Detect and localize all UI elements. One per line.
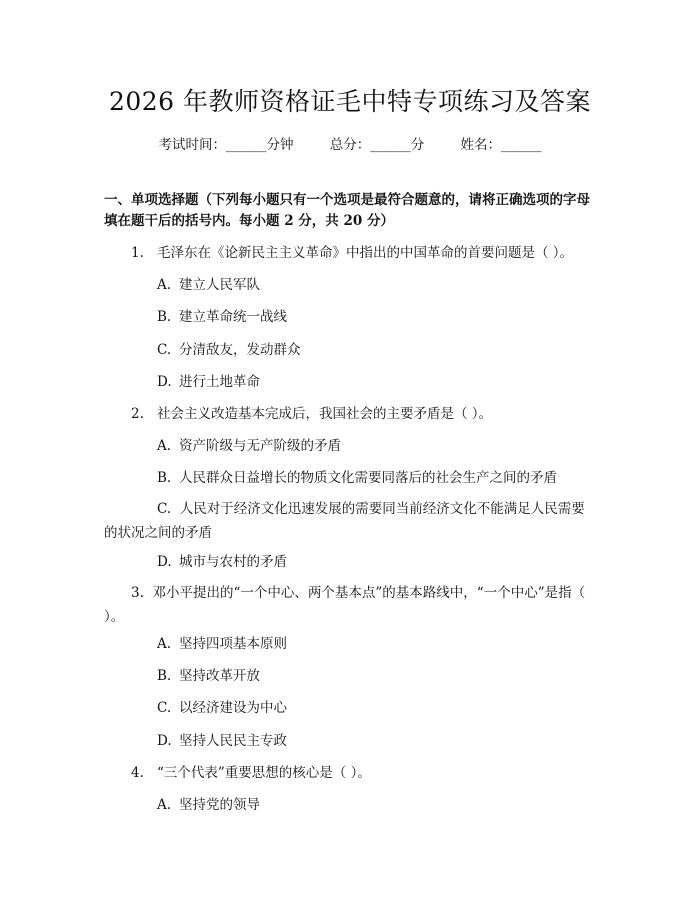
- option-text: 建立人民军队: [179, 277, 260, 293]
- exam-info: [0, 133, 700, 153]
- question-text: 毛泽东在《论新民主主义革命》中指出的中国革命的首要问题是（ ）。: [157, 245, 574, 261]
- option-text: 坚持四项基本原则: [179, 636, 287, 652]
- exam-name-field: 姓名：______: [460, 137, 542, 153]
- question-3-option-c: [157, 698, 287, 719]
- question-2-option-b: [157, 468, 557, 489]
- option-letter: B.: [157, 668, 172, 684]
- question-1-option-c: [157, 340, 301, 361]
- option-text: 人民群众日益增长的物质文化需要同落后的社会生产之间的矛盾: [179, 470, 557, 486]
- question-1-option-a: [157, 275, 260, 296]
- option-letter: C.: [157, 700, 172, 716]
- question-text: 邓小平提出的“一个中心、两个基本点”的基本路线中，“一个中心”是指（ ）。: [104, 585, 586, 625]
- exam-time-field: 考试时间：______分钟: [158, 137, 294, 153]
- option-letter: B.: [157, 470, 172, 486]
- question-number: 1.: [131, 245, 144, 261]
- question-4-option-a: [157, 795, 260, 816]
- question-number: 4.: [131, 765, 144, 781]
- question-number: 2.: [131, 406, 144, 422]
- question-1-option-b: [157, 307, 287, 328]
- option-text: 城市与农村的矛盾: [179, 554, 287, 570]
- option-text: 坚持党的领导: [179, 797, 260, 813]
- option-letter: C.: [157, 501, 172, 517]
- option-text: 分清敌友，发动群众: [179, 342, 301, 358]
- question-2-option-a: [157, 436, 341, 457]
- section-heading: 一、单项选择题（下列每小题只有一个选项是最符合题意的，请将正确选项的字母填在题干后的括号内。每小题 2 分，共 20 分）: [104, 192, 590, 229]
- question-text: 社会主义改造基本完成后，我国社会的主要矛盾是（ ）。: [157, 406, 493, 422]
- question-3: [104, 581, 598, 629]
- option-letter: D.: [157, 374, 172, 390]
- question-2: [131, 404, 492, 425]
- option-text: 坚持改革开放: [179, 668, 260, 684]
- option-letter: C.: [157, 342, 172, 358]
- option-letter: A.: [157, 797, 172, 813]
- option-letter: A.: [157, 277, 172, 293]
- question-number: 3.: [131, 585, 144, 601]
- option-letter: A.: [157, 438, 172, 454]
- option-text: 人民对于经济文化迅速发展的需要同当前经济文化不能满足人民需要的状况之间的矛盾: [104, 501, 585, 541]
- question-2-option-c: [104, 497, 598, 545]
- question-3-option-a: [157, 634, 287, 655]
- option-text: 进行土地革命: [179, 374, 260, 390]
- exam-score-field: 总分：______分: [329, 137, 425, 153]
- question-4: [131, 763, 371, 784]
- question-3-option-d: [157, 731, 287, 752]
- question-1: [131, 243, 573, 264]
- option-letter: A.: [157, 636, 172, 652]
- option-letter: D.: [157, 733, 172, 749]
- question-text: “三个代表”重要思想的核心是（ ）。: [157, 765, 371, 781]
- option-text: 资产阶级与无产阶级的矛盾: [179, 438, 341, 454]
- option-text: 坚持人民民主专政: [179, 733, 287, 749]
- option-letter: B.: [157, 309, 172, 325]
- option-text: 以经济建设为中心: [179, 700, 287, 716]
- question-3-option-b: [157, 666, 260, 687]
- question-2-option-d: [157, 552, 287, 573]
- option-text: 建立革命统一战线: [179, 309, 287, 325]
- question-1-option-d: [157, 372, 260, 393]
- document-title: 2026 年教师资格证毛中特专项练习及答案: [108, 87, 592, 116]
- option-letter: D.: [157, 554, 172, 570]
